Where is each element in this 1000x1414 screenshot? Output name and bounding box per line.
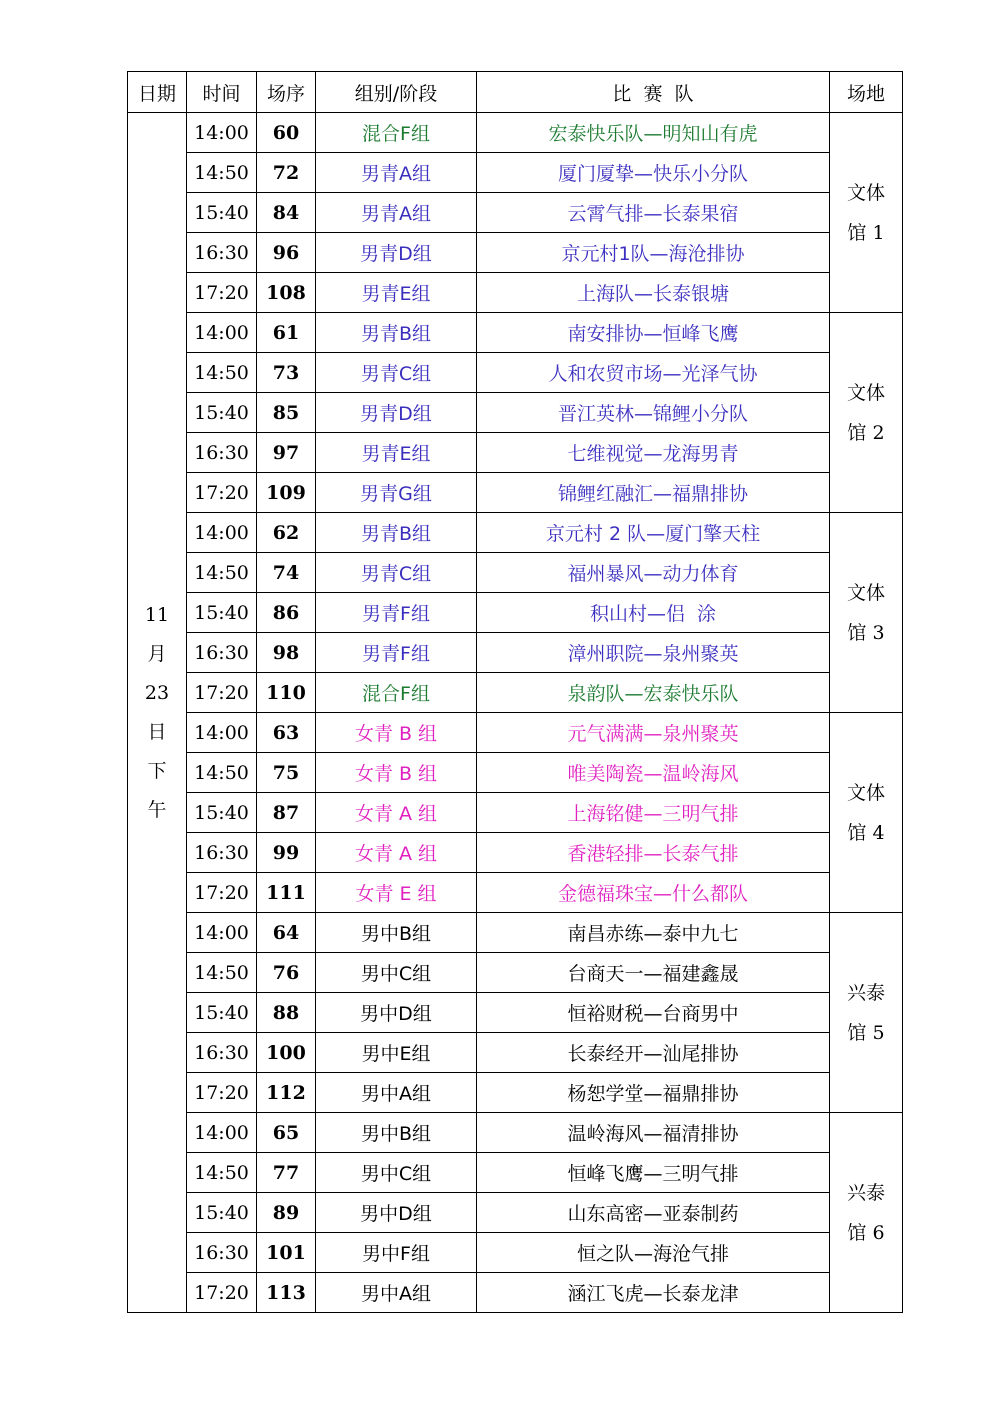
table-row <box>128 393 903 433</box>
match-number: 65 <box>257 1113 316 1153</box>
match-time: 15:40 <box>187 393 257 433</box>
match-number: 75 <box>257 753 316 793</box>
table-row <box>128 193 903 233</box>
table-row <box>128 1233 903 1273</box>
schedule-table <box>127 71 903 1313</box>
match-group: 男中C组 <box>316 1153 477 1193</box>
table-body <box>128 113 903 1313</box>
match-group: 男中A组 <box>316 1073 477 1113</box>
match-teams: 南安排协—恒峰飞鹰 <box>477 313 830 353</box>
table-row <box>128 673 903 713</box>
match-time: 14:00 <box>187 113 257 153</box>
table-row <box>128 433 903 473</box>
match-time: 16:30 <box>187 1033 257 1073</box>
match-number: 72 <box>257 153 316 193</box>
match-time: 14:00 <box>187 513 257 553</box>
match-number: 88 <box>257 993 316 1033</box>
match-group: 男中F组 <box>316 1233 477 1273</box>
match-number: 101 <box>257 1233 316 1273</box>
match-group: 男中B组 <box>316 913 477 953</box>
table-row <box>128 1033 903 1073</box>
match-teams: 泉韵队—宏泰快乐队 <box>477 673 830 713</box>
match-group: 男青B组 <box>316 513 477 553</box>
match-group: 男青A组 <box>316 153 477 193</box>
match-teams: 恒峰飞鹰—三明气排 <box>477 1153 830 1193</box>
venue-line: 文体 <box>846 181 885 204</box>
match-teams: 上海队—长泰银塘 <box>477 273 830 313</box>
venue-line: 文体 <box>846 581 885 604</box>
match-teams: 涵江飞虎—长泰龙津 <box>477 1273 830 1313</box>
date-line: 月 <box>147 642 167 665</box>
match-number: 76 <box>257 953 316 993</box>
match-number: 62 <box>257 513 316 553</box>
match-teams: 元气满满—泉州聚英 <box>477 713 830 753</box>
match-time: 14:00 <box>187 1113 257 1153</box>
match-time: 15:40 <box>187 593 257 633</box>
table-row <box>128 953 903 993</box>
table-row <box>128 793 903 833</box>
match-time: 14:00 <box>187 313 257 353</box>
match-number: 99 <box>257 833 316 873</box>
match-time: 14:50 <box>187 553 257 593</box>
header-venue: 场地 <box>830 72 903 113</box>
match-group: 男青A组 <box>316 193 477 233</box>
match-group: 女青 B 组 <box>316 753 477 793</box>
venue-line: 兴泰 <box>846 981 885 1004</box>
match-teams: 京元村1队—海沧排协 <box>477 233 830 273</box>
match-teams: 长泰经开—汕尾排协 <box>477 1033 830 1073</box>
date-line: 下 <box>147 759 167 782</box>
match-number: 109 <box>257 473 316 513</box>
table-row <box>128 353 903 393</box>
match-number: 113 <box>257 1273 316 1313</box>
match-time: 16:30 <box>187 1233 257 1273</box>
match-teams: 山东高密—亚泰制药 <box>477 1193 830 1233</box>
table-row <box>128 153 903 193</box>
table-row <box>128 553 903 593</box>
match-number: 89 <box>257 1193 316 1233</box>
match-time: 17:20 <box>187 473 257 513</box>
table-row <box>128 513 903 553</box>
header-group: 组别/阶段 <box>316 72 477 113</box>
match-time: 15:40 <box>187 993 257 1033</box>
table-row <box>128 1273 903 1313</box>
match-number: 98 <box>257 633 316 673</box>
venue-cell <box>830 313 903 513</box>
match-teams: 杨恕学堂—福鼎排协 <box>477 1073 830 1113</box>
match-number: 87 <box>257 793 316 833</box>
table-header <box>128 72 903 113</box>
match-number: 77 <box>257 1153 316 1193</box>
table-row <box>128 713 903 753</box>
match-time: 15:40 <box>187 1193 257 1233</box>
match-group: 男青D组 <box>316 393 477 433</box>
match-time: 14:50 <box>187 353 257 393</box>
match-time: 14:50 <box>187 753 257 793</box>
match-time: 17:20 <box>187 1273 257 1313</box>
table-row <box>128 873 903 913</box>
match-time: 16:30 <box>187 433 257 473</box>
match-time: 16:30 <box>187 633 257 673</box>
table-row <box>128 993 903 1033</box>
match-group: 男青G组 <box>316 473 477 513</box>
table-row <box>128 1193 903 1233</box>
match-group: 混合F组 <box>316 673 477 713</box>
match-group: 女青 A 组 <box>316 793 477 833</box>
match-number: 110 <box>257 673 316 713</box>
match-number: 60 <box>257 113 316 153</box>
match-group: 男青D组 <box>316 233 477 273</box>
match-teams: 晋江英林—锦鲤小分队 <box>477 393 830 433</box>
match-group: 男青E组 <box>316 273 477 313</box>
match-group: 男青E组 <box>316 433 477 473</box>
match-number: 108 <box>257 273 316 313</box>
table-row <box>128 233 903 273</box>
match-number: 85 <box>257 393 316 433</box>
match-time: 17:20 <box>187 1073 257 1113</box>
match-group: 男青F组 <box>316 633 477 673</box>
match-time: 16:30 <box>187 833 257 873</box>
match-teams: 恒裕财税—台商男中 <box>477 993 830 1033</box>
match-teams: 锦鲤红融汇—福鼎排协 <box>477 473 830 513</box>
venue-cell <box>830 1113 903 1313</box>
date-line: 日 <box>147 720 167 743</box>
date-line: 23 <box>144 681 170 704</box>
match-number: 63 <box>257 713 316 753</box>
table-row <box>128 753 903 793</box>
table-row <box>128 593 903 633</box>
match-time: 17:20 <box>187 873 257 913</box>
match-group: 男中D组 <box>316 1193 477 1233</box>
match-teams: 人和农贸市场—光泽气协 <box>477 353 830 393</box>
match-teams: 香港轻排—长泰气排 <box>477 833 830 873</box>
venue-line: 文体 <box>846 381 885 404</box>
match-number: 64 <box>257 913 316 953</box>
match-group: 男中C组 <box>316 953 477 993</box>
match-group: 男青C组 <box>316 353 477 393</box>
table-row <box>128 633 903 673</box>
venue-line: 兴泰 <box>846 1181 885 1204</box>
match-time: 16:30 <box>187 233 257 273</box>
match-group: 男中D组 <box>316 993 477 1033</box>
match-number: 96 <box>257 233 316 273</box>
match-number: 111 <box>257 873 316 913</box>
match-teams: 漳州职院—泉州聚英 <box>477 633 830 673</box>
match-number: 73 <box>257 353 316 393</box>
header-match-no: 场序 <box>257 72 316 113</box>
match-number: 61 <box>257 313 316 353</box>
match-number: 84 <box>257 193 316 233</box>
match-time: 15:40 <box>187 193 257 233</box>
venue-cell <box>830 513 903 713</box>
venue-cell <box>830 113 903 313</box>
venue-cell <box>830 713 903 913</box>
table-row <box>128 1073 903 1113</box>
venue-line: 馆 3 <box>847 621 885 644</box>
match-time: 14:50 <box>187 153 257 193</box>
table-row <box>128 1153 903 1193</box>
match-group: 混合F组 <box>316 113 477 153</box>
match-time: 14:00 <box>187 913 257 953</box>
venue-line: 馆 5 <box>847 1021 885 1044</box>
match-teams: 唯美陶瓷—温岭海风 <box>477 753 830 793</box>
header-date: 日期 <box>128 72 187 113</box>
match-time: 15:40 <box>187 793 257 833</box>
match-group: 男青F组 <box>316 593 477 633</box>
venue-line: 文体 <box>846 781 885 804</box>
match-teams: 恒之队—海沧气排 <box>477 1233 830 1273</box>
header-teams: 比 赛 队 <box>477 72 830 113</box>
match-time: 14:00 <box>187 713 257 753</box>
match-number: 86 <box>257 593 316 633</box>
header-time: 时间 <box>187 72 257 113</box>
venue-line: 馆 2 <box>847 421 885 444</box>
match-time: 14:50 <box>187 1153 257 1193</box>
match-teams: 京元村 2 队—厦门擎天柱 <box>477 513 830 553</box>
match-time: 14:50 <box>187 953 257 993</box>
table-row <box>128 833 903 873</box>
match-time: 17:20 <box>187 673 257 713</box>
match-group: 女青 B 组 <box>316 713 477 753</box>
match-group: 男青B组 <box>316 313 477 353</box>
match-number: 100 <box>257 1033 316 1073</box>
match-group: 女青 E 组 <box>316 873 477 913</box>
table-row <box>128 113 903 153</box>
date-cell <box>128 113 187 1313</box>
match-teams: 七维视觉—龙海男青 <box>477 433 830 473</box>
match-teams: 金德福珠宝—什么都队 <box>477 873 830 913</box>
match-teams: 云霄气排—长泰果宿 <box>477 193 830 233</box>
match-teams: 上海铭健—三明气排 <box>477 793 830 833</box>
date-line: 午 <box>147 798 167 821</box>
table-row <box>128 273 903 313</box>
match-group: 男中B组 <box>316 1113 477 1153</box>
match-teams: 南昌赤练—泰中九七 <box>477 913 830 953</box>
match-teams: 积山村—侣 涂 <box>477 593 830 633</box>
table-row <box>128 473 903 513</box>
venue-line: 馆 1 <box>847 221 885 244</box>
table-row <box>128 313 903 353</box>
match-teams: 福州暴风—动力体育 <box>477 553 830 593</box>
match-teams: 宏泰快乐队—明知山有虎 <box>477 113 830 153</box>
venue-line: 馆 6 <box>847 1221 885 1244</box>
match-teams: 台商天一—福建鑫晟 <box>477 953 830 993</box>
match-number: 97 <box>257 433 316 473</box>
match-group: 男中E组 <box>316 1033 477 1073</box>
venue-cell <box>830 913 903 1113</box>
header-row <box>128 72 903 113</box>
match-group: 男青C组 <box>316 553 477 593</box>
match-teams: 厦门厦挚—快乐小分队 <box>477 153 830 193</box>
match-teams: 温岭海风—福清排协 <box>477 1113 830 1153</box>
match-number: 112 <box>257 1073 316 1113</box>
date-line: 11 <box>144 603 170 626</box>
match-group: 女青 A 组 <box>316 833 477 873</box>
table-row <box>128 1113 903 1153</box>
match-group: 男中A组 <box>316 1273 477 1313</box>
match-time: 17:20 <box>187 273 257 313</box>
venue-line: 馆 4 <box>847 821 885 844</box>
match-number: 74 <box>257 553 316 593</box>
table-row <box>128 913 903 953</box>
